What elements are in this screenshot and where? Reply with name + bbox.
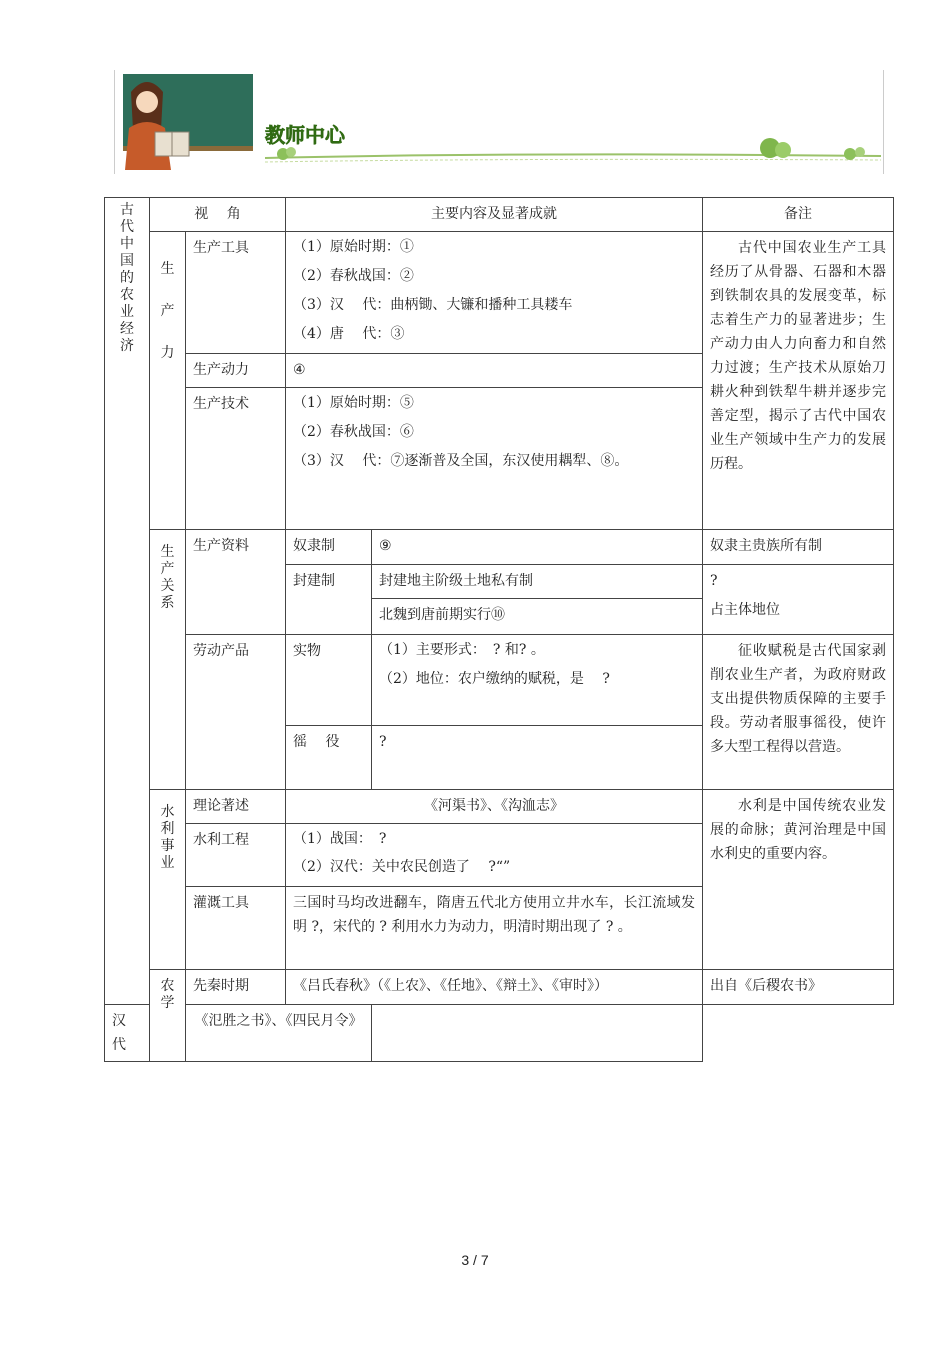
han-value: 《氾胜之书》、《四民月令》 bbox=[186, 1005, 372, 1062]
labor-note: 征收赋税是古代国家剥削农业生产者，为政府财政支出提供物质保障的主要手段。劳动者服事徭役，使许多大型工程得以营造。 bbox=[703, 635, 894, 790]
slavery-label: 奴隶制 bbox=[286, 530, 372, 565]
feudal-note: ? 占主体地位 bbox=[703, 565, 894, 635]
slavery-value: ⑨ bbox=[372, 530, 703, 565]
han-label: 汉 代 bbox=[105, 1005, 150, 1062]
slavery-note: 奴隶主贵族所有制 bbox=[703, 530, 894, 565]
tech-label: 生产技术 bbox=[186, 388, 286, 530]
section-label-ancient-china-agriculture: 古 代 中 国 的 农 业 经 济 bbox=[105, 198, 150, 1005]
feudal-label: 封建制 bbox=[286, 565, 372, 635]
han-note bbox=[372, 1005, 703, 1062]
corvee-label: 徭 役 bbox=[286, 726, 372, 790]
water-label: 水 利 事 业 bbox=[150, 790, 186, 970]
agronomy-label: 农 学 bbox=[150, 970, 186, 1062]
means-label: 生产资料 bbox=[186, 530, 286, 635]
preqin-note: 出自《后稷农书》 bbox=[703, 970, 894, 1005]
theory-value: 《河渠书》、《沟洫志》 bbox=[286, 790, 703, 824]
banner-illustration bbox=[115, 70, 883, 174]
teacher-center-banner bbox=[114, 70, 884, 174]
tech-content: （1）原始时期：⑤ （2）春秋战国：⑥ （3）汉 代：⑦逐渐普及全国，东汉使用耦犁、⑧。 bbox=[286, 388, 703, 530]
corvee-value: ? bbox=[372, 726, 703, 790]
power-value: ④ bbox=[286, 354, 703, 388]
goods-content: （1）主要形式： ? 和? 。 （2）地位：农户缴纳的赋税，是 ? bbox=[372, 635, 703, 726]
agriculture-economy-table bbox=[104, 197, 894, 1062]
page-number: 3 / 7 bbox=[461, 1252, 489, 1268]
feudal-value-1: 封建地主阶级土地私有制 bbox=[372, 565, 703, 599]
banner-title: 教师中心 bbox=[265, 123, 345, 147]
productivity-note: 古代中国农业生产工具经历了从骨器、石器和木器到铁制农具的发展变革，标志着生产力的显著进步；生产动力由人力向畜力和自然力过渡；生产技术从原始刀耕火种到铁犁牛耕并逐步完善定型，揭示了古代中国农业生产领域中生产力的发展历程。 bbox=[703, 232, 894, 530]
water-note: 水利是中国传统农业发展的命脉；黄河治理是中国水利史的重要内容。 bbox=[703, 790, 894, 970]
goods-label: 实物 bbox=[286, 635, 372, 726]
feudal-value-2: 北魏到唐前期实行⑩ bbox=[372, 599, 703, 635]
preqin-value: 《吕氏春秋》（《上农》、《任地》、《辩土》、《审时》） bbox=[286, 970, 703, 1005]
theory-label: 理论著述 bbox=[186, 790, 286, 824]
productivity-label: 生 产 力 bbox=[150, 232, 186, 530]
works-label: 水利工程 bbox=[186, 824, 286, 887]
works-content: （1）战国： ? （2）汉代：关中农民创造了 ?“” bbox=[286, 824, 703, 887]
tools-label: 生产工具 bbox=[186, 232, 286, 354]
relations-label: 生 产 关 系 bbox=[150, 530, 186, 790]
header-notes: 备注 bbox=[703, 198, 894, 232]
preqin-label: 先秦时期 bbox=[186, 970, 286, 1005]
tools-content: （1）原始时期：① （2）春秋战国：② （3）汉 代：曲柄锄、大镰和播种工具耧车 （4）唐 代：③ bbox=[286, 232, 703, 354]
irrigation-label: 灌溉工具 bbox=[186, 887, 286, 970]
power-label: 生产动力 bbox=[186, 354, 286, 388]
irrigation-value: 三国时马均改进翻车，隋唐五代北方使用立井水车，长江流域发明 ?，宋代的 ? 利用水力为动力，明清时期出现了 ? 。 bbox=[286, 887, 703, 970]
labor-label: 劳动产品 bbox=[186, 635, 286, 790]
header-perspective: 视 角 bbox=[150, 198, 286, 232]
header-content: 主要内容及显著成就 bbox=[286, 198, 703, 232]
